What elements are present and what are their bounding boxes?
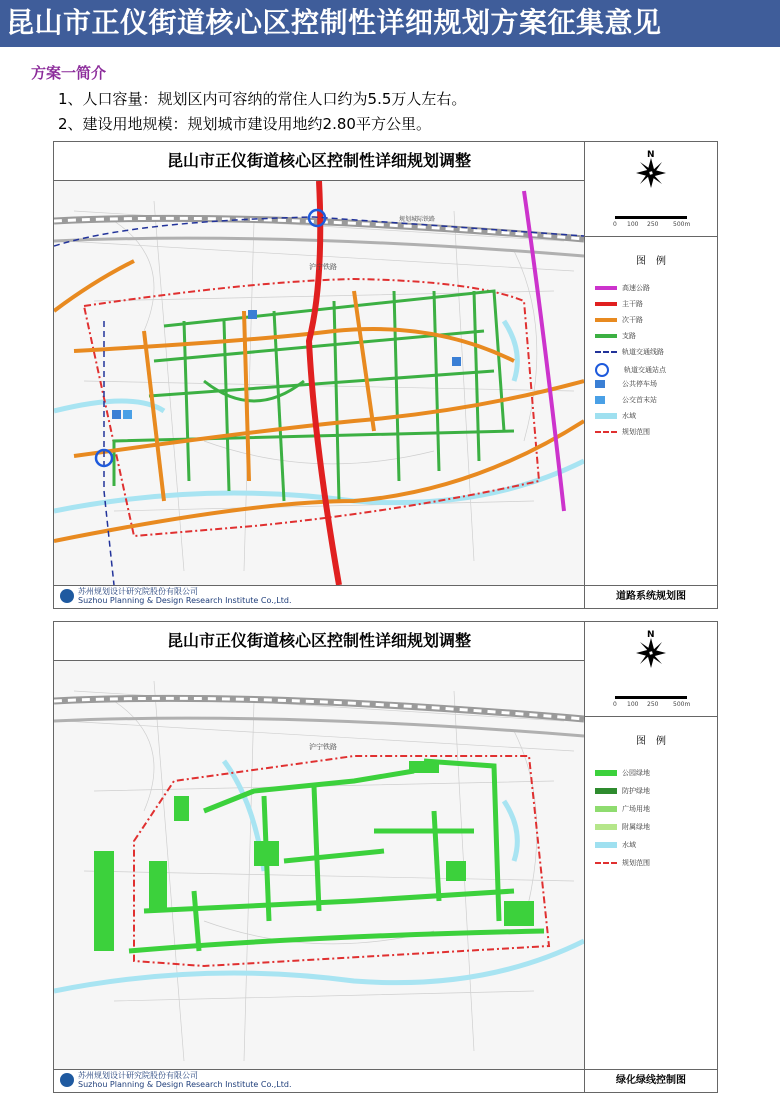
intro-item-land: 2、建设用地规模：规划城市建设用地约2.80平方公里。 (58, 115, 431, 133)
legend-swatch (595, 302, 617, 306)
map1-legend: N 0 100 250 500m 图 例 高速公路 主干路 次干路 支路 轨道交通线路 轨道交通站点 公共停车场 公交首末站 水域 规划范围 (584, 142, 717, 608)
legend-swatch (595, 770, 617, 776)
legend-swatch (595, 363, 609, 377)
north-label: N (647, 150, 655, 160)
map1-scale-bar (615, 216, 687, 219)
map1-title: 昆山市正仪街道核心区控制性详细规划调整 (54, 142, 585, 181)
map2-north-arrow-icon (631, 628, 671, 678)
legend-swatch (595, 431, 617, 433)
institute-logo-icon (60, 1073, 74, 1087)
map1-parking-marker (452, 357, 461, 366)
legend-swatch (595, 286, 617, 290)
legend-swatch (595, 351, 617, 353)
map1-canvas (54, 181, 584, 585)
map1-institute: 苏州规划设计研究院股份有限公司 Suzhou Planning & Design Research Institute Co.,Ltd. (54, 585, 585, 608)
map1-road-label: 沪宁铁路 (309, 263, 337, 271)
map1-bus-marker (123, 410, 132, 419)
header-banner (0, 0, 780, 47)
map1-footer-title: 道路系统规划图 (585, 585, 717, 608)
legend-swatch (595, 413, 617, 419)
map1-parking-marker (248, 310, 257, 319)
map2-canvas (54, 661, 584, 1069)
legend-swatch (595, 334, 617, 338)
legend-swatch (595, 842, 617, 848)
legend-swatch (595, 380, 605, 388)
intro-item-population: 1、人口容量：规划区内可容纳的常住人口约为5.5万人左右。 (58, 90, 467, 108)
section-title: 方案一简介 (31, 64, 107, 82)
page-title: 昆山市正仪街道核心区控制性详细规划方案征集意见 (6, 6, 662, 39)
green-space-map (53, 621, 718, 1093)
map2-footer-title: 绿化绿线控制图 (585, 1069, 717, 1092)
legend-swatch (595, 824, 617, 830)
map1-parking-marker (112, 410, 121, 419)
map2-title: 昆山市正仪街道核心区控制性详细规划调整 (54, 622, 585, 661)
legend-swatch (595, 788, 617, 794)
map1-legend-title: 图 例 (636, 256, 666, 267)
map2-legend-title: 图 例 (636, 736, 666, 747)
map1-north-arrow-icon (631, 148, 671, 198)
map1-rail-label: 规划城际铁路 (399, 216, 436, 223)
institute-logo-icon (60, 589, 74, 603)
legend-swatch (595, 862, 617, 864)
map2-road-label: 沪宁铁路 (309, 743, 337, 751)
map2-scale-bar (615, 696, 687, 699)
map2-institute: 苏州规划设计研究院股份有限公司 Suzhou Planning & Design Research Institute Co.,Ltd. (54, 1069, 585, 1092)
legend-swatch (595, 318, 617, 322)
road-system-map (53, 141, 718, 609)
map2-legend: N 0 100 250 500m 图 例 公园绿地 防护绿地 广场用地 附属绿地 水域 规划范围 (584, 622, 717, 1092)
north-label: N (647, 630, 655, 640)
legend-swatch (595, 806, 617, 812)
legend-swatch (595, 396, 605, 404)
